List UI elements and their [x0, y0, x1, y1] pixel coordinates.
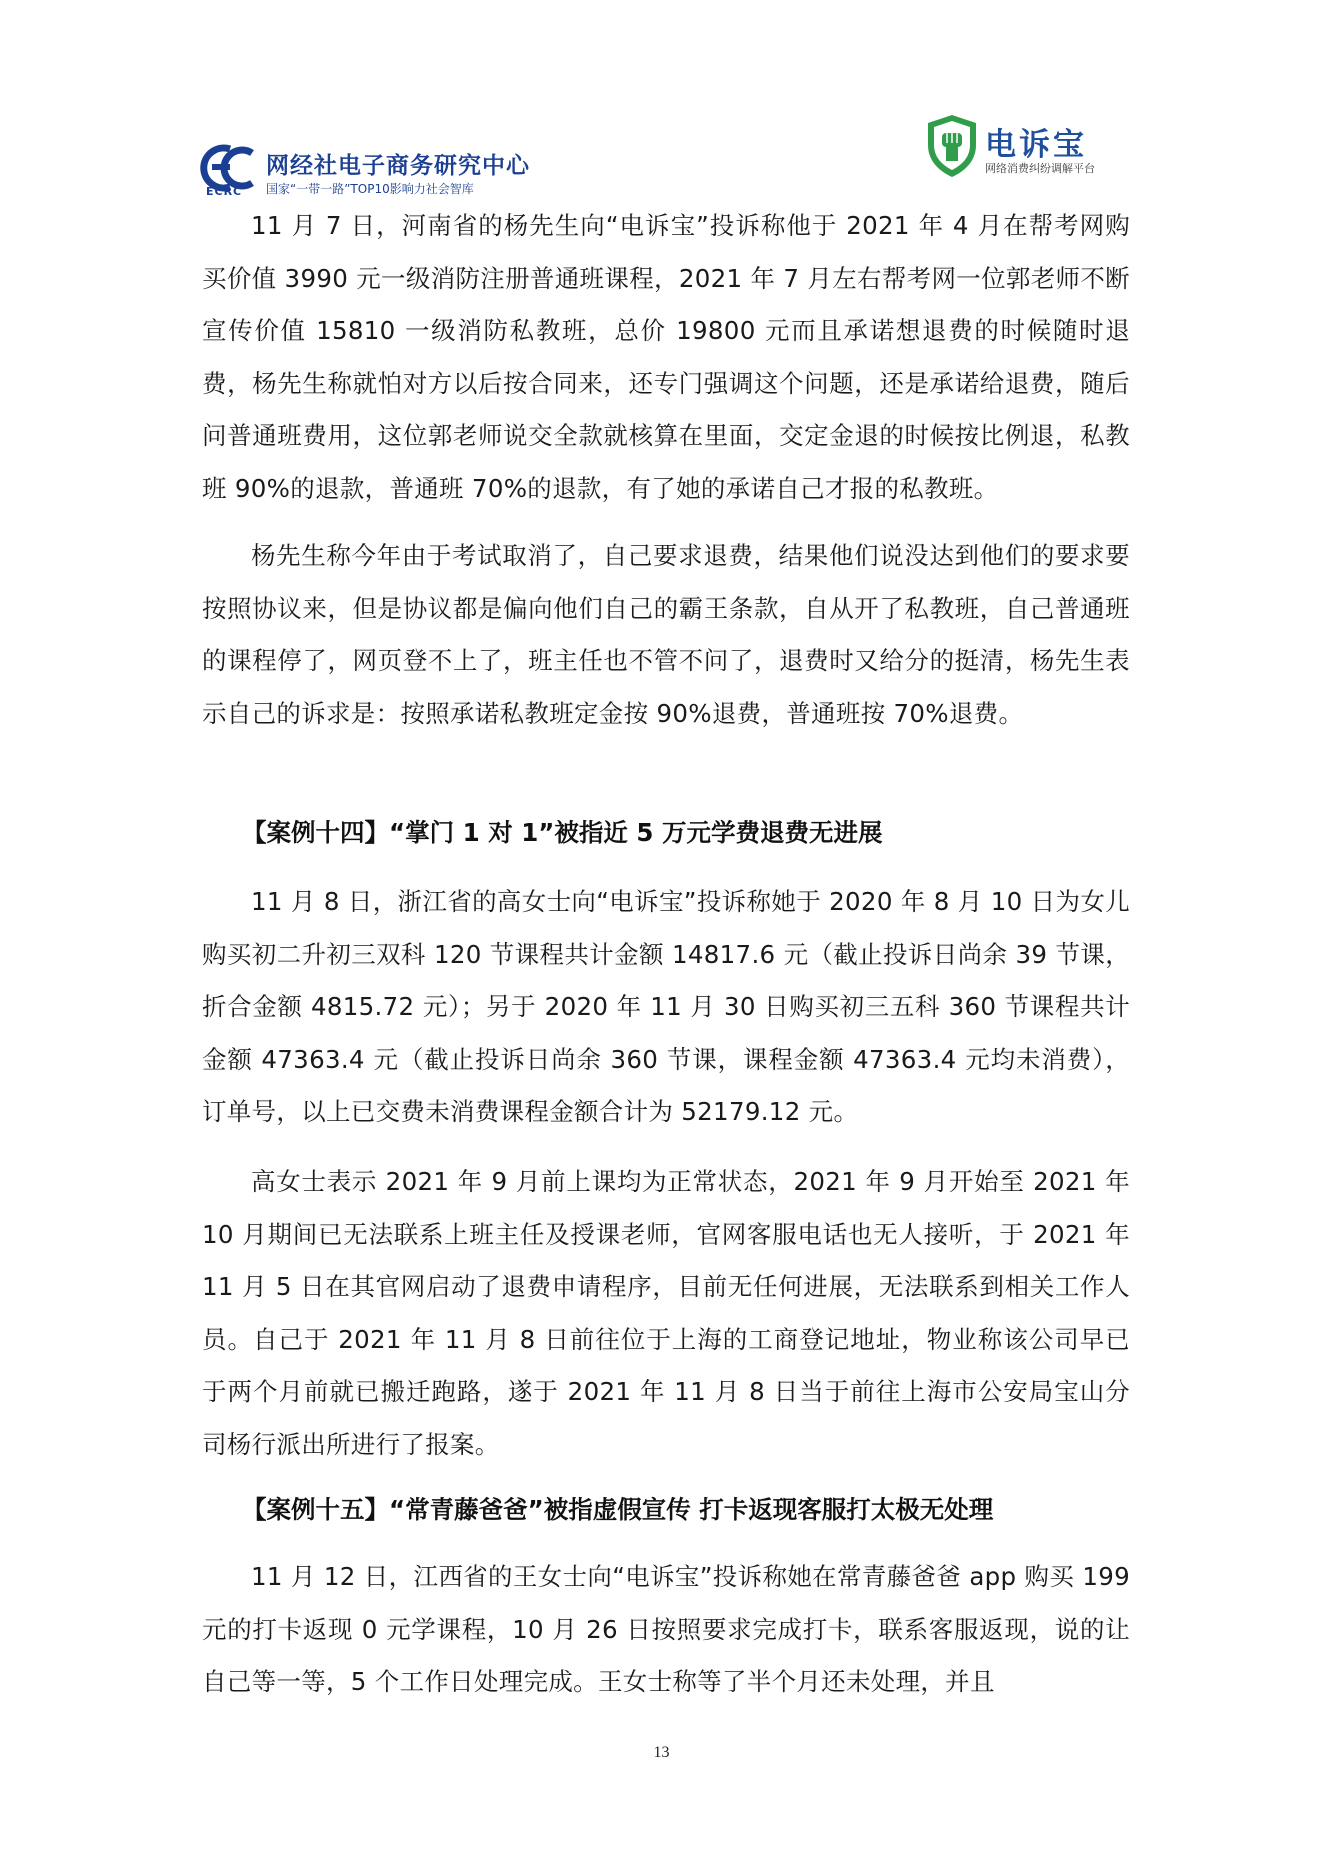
ecrc-abbreviation: ECRC [206, 185, 243, 198]
paragraph-case14-part1: 11 月 8 日，浙江省的高女士向“电诉宝”投诉称她于 2020 年 8 月 10 日为女儿购买初二升初三双科 120 节课程共计金额 14817.6 元（截止投诉日尚余 39 节课，折合金额 4815.72 元）；另于 2020 年 11 月 30 日购买初三五科 360 节课程共计金额 47363.4 元（截止投诉日尚余 360 节课，课程金额 47363.4 元均未消费），订单号，以上已交费未消费课程金额合计为 52179.12 元。 [202, 887, 1130, 1126]
paragraph-case13-part1: 11 月 7 日，河南省的杨先生向“电诉宝”投诉称他于 2021 年 4 月在帮考网购买价值 3990 元一级消防注册普通班课程，2021 年 7 月左右帮考网一位郭老师不断宣传价值 15810 一级消防私教班，总价 19800 元而且承诺想退费的时候随时退费，杨先生称就怕对方以后按合同来，还专门强调这个问题，还是承诺给退费，随后问普通班费用，这位郭老师说交全款就核算在里面，交定金退的时候按比例退，私教班 90%的退款，普通班 70%的退款，有了她的承诺自己才报的私教班。 [202, 211, 1130, 503]
case-14-heading: 【案例十四】“掌门 1 对 1”被指近 5 万元学费退费无进展 [242, 818, 883, 847]
ecrc-name: 网经社电子商务研究中心 [266, 153, 530, 179]
paragraph-case15-part1: 11 月 12 日，江西省的王女士向“电诉宝”投诉称她在常青藤爸爸 app 购买 199 元的打卡返现 0 元学课程，10 月 26 日按照要求完成打卡，联系客服返现，说的让自己等一等，5 个工作日处理完成。王女士称等了半个月还未处理，并且 [202, 1562, 1130, 1696]
ecrc-logo [200, 143, 530, 199]
paragraph-case13-part2: 杨先生称今年由于考试取消了，自己要求退费，结果他们说没达到他们的要求要按照协议来，但是协议都是偏向他们自己的霸王条款，自从开了私教班，自己普通班的课程停了，网页登不上了，班主任也不管不问了，退费时又给分的挺清，杨先生表示自己的诉求是：按照承诺私教班定金按 90%退费，普通班按 70%退费。 [202, 541, 1130, 728]
dianshubao-name: 电诉宝 [985, 127, 1087, 163]
dianshubao-logo [925, 113, 1135, 179]
shield-fist-icon [925, 113, 979, 179]
ecrc-tagline: 国家“一带一路”TOP10影响力社会智库 [266, 182, 474, 196]
page-number: 13 [653, 1744, 670, 1761]
page-header [0, 0, 1323, 200]
dianshubao-tagline: 网络消费纠纷调解平台 [985, 162, 1095, 175]
case-15-heading: 【案例十五】“常青藤爸爸”被指虚假宣传 打卡返现客服打太极无处理 [242, 1495, 994, 1524]
paragraph-case14-part2: 高女士表示 2021 年 9 月前上课均为正常状态，2021 年 9 月开始至 2021 年 10 月期间已无法联系上班主任及授课老师，官网客服电话也无人接听，于 2021 年 11 月 5 日在其官网启动了退费申请程序，目前无任何进展，无法联系到相关工作人员。自己于 2021 年 11 月 8 日前往位于上海的工商登记地址，物业称该公司早已于两个月前就已搬迁跑路，遂于 2021 年 11 月 8 日当于前往上海市公安局宝山分司杨行派出所进行了报案。 [202, 1167, 1130, 1459]
